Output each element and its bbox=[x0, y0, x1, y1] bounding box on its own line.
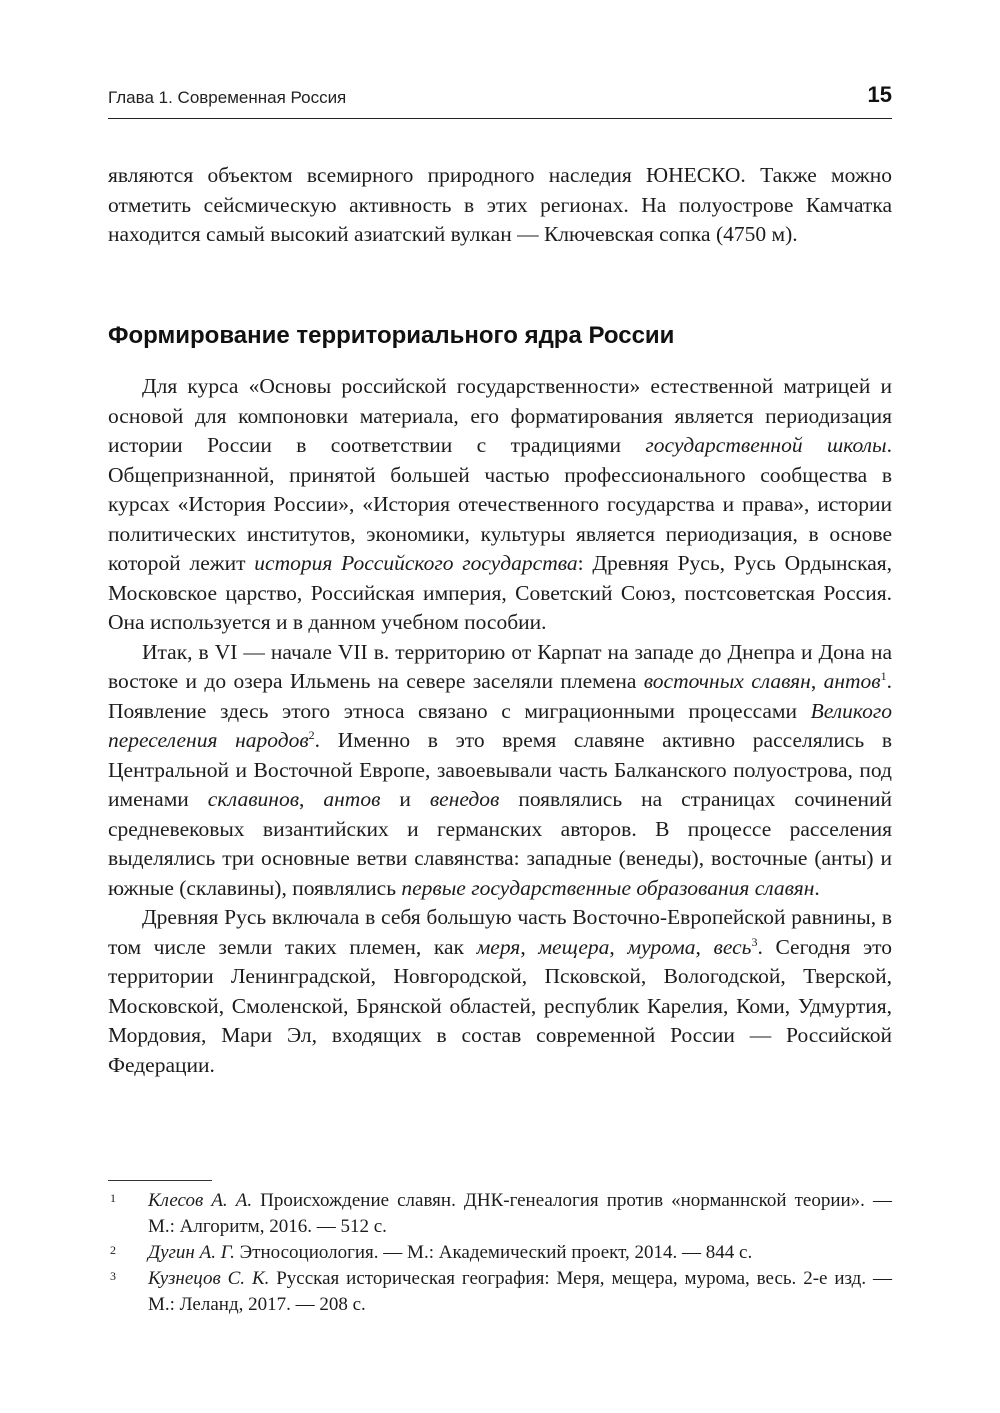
text-run: . bbox=[814, 875, 820, 900]
italic-term: меря bbox=[476, 934, 521, 959]
footnote-text: Происхождение славян. ДНК-генеалогия против «норманнской теории». — М.: Алгоритм, 2016. — 512 с. bbox=[148, 1190, 892, 1237]
italic-term: государственной школы bbox=[645, 433, 887, 457]
text-run: : Древняя Русь, Русь Ордынская, Московское царство, Российская империя, Советский Союз, постсоветская Россия. Она используется и в данном учебном пособии. bbox=[108, 551, 892, 634]
footnotes bbox=[108, 1188, 892, 1318]
paragraph-text: являются объектом всемирного природного наследия ЮНЕСКО. Также можно отметить сейсмическую активность в этих регионах. На полуострове Камчатка находится самый высокий азиатский вулкан — Ключевская сопка (4750 м). bbox=[108, 163, 892, 246]
italic-term: антов bbox=[323, 787, 381, 811]
footnote-author: Клесов А. А. bbox=[148, 1190, 253, 1211]
italic-term: склавинов bbox=[207, 787, 300, 811]
footnote-text: Русская историческая география: Меря, мещера, мурома, весь. 2-е изд. — М.: Леланд, 2017. — 208 с. bbox=[148, 1268, 892, 1315]
footnote-mark: 3 bbox=[110, 1269, 116, 1283]
text-run: . Сегодня это территории Ленинградской, Новгородской, Псковской, Вологодской, Тверской, Московской, Смоленской, Брянской областей, республик Карелия, Коми, Удмуртия, Мордовия, Мари Эл, входящих в состав современной России — Российской Федерации. bbox=[108, 934, 893, 1077]
footnote-author: Дугин А. Г. bbox=[148, 1242, 235, 1263]
footnote-author: Кузнецов С. К. bbox=[148, 1268, 270, 1289]
paragraph-1 bbox=[108, 372, 892, 638]
text-run: Итак, в VI — начале VII в. территорию от Карпат на западе до Днепра и Дона на востоке и до озера Ильмень на севере заселяли племена bbox=[108, 639, 892, 693]
text-run: Древняя Русь включала в себя большую часть Восточно-Европейской равнины, в том числе земли таких племен, как bbox=[108, 905, 892, 959]
footnote-ref[interactable]: 2 bbox=[308, 727, 315, 742]
footnote-mark: 2 bbox=[110, 1243, 116, 1257]
italic-term: антов bbox=[823, 669, 881, 693]
text-run: появлялись на страницах сочинений средневековых византийских и германских авторов. В процессе расселения выделялись три основные ветви славянства: западные (венеды), восточные (анты) и южные (склавины), появлялись bbox=[108, 787, 892, 900]
footnote-2 bbox=[108, 1240, 892, 1266]
footnote-1 bbox=[108, 1188, 892, 1240]
page-number: 15 bbox=[867, 82, 892, 107]
italic-term: восточных славян bbox=[643, 669, 811, 693]
footnote-ref[interactable]: 3 bbox=[751, 934, 758, 949]
text-run: , bbox=[299, 787, 324, 811]
text-run: и bbox=[380, 787, 430, 811]
text-run: . Появление здесь этого этноса связано с миграционными процессами bbox=[108, 669, 892, 723]
text-run: , bbox=[810, 669, 824, 693]
italic-term: венедов bbox=[429, 787, 500, 811]
italic-term: первые государственные образования славян bbox=[401, 875, 815, 900]
italic-term: мещера bbox=[538, 934, 610, 959]
text-run: . Именно в это время славяне активно расселялись в Центральной и Восточной Европе, завоевывали часть Балканского полуострова, под именами bbox=[108, 728, 892, 811]
text-run: , bbox=[520, 934, 539, 959]
footnote-divider bbox=[108, 1180, 212, 1181]
footnote-3 bbox=[108, 1266, 892, 1318]
text-run: Для курса «Основы российской государственности» естественной матрицей и основой для компоновки материала, его форматирования является периодизация истории России в соответствии с традициями bbox=[108, 374, 892, 457]
continued-paragraph bbox=[108, 161, 892, 250]
footnote-mark: 1 bbox=[110, 1191, 116, 1205]
paragraph-3 bbox=[108, 903, 892, 1080]
italic-term: мурома bbox=[627, 934, 696, 959]
text-run: . Общепризнанной, принятой большей частью профессионального сообщества в курсах «История России», «История отечественного государства и права», истории политических институтов, экономики, культуры является периодизация, в основе которой лежит bbox=[108, 433, 892, 575]
italic-term: весь bbox=[713, 934, 752, 959]
section-heading: Формирование территориального ядра России bbox=[108, 322, 675, 349]
italic-term: Великого переселения народов bbox=[108, 698, 892, 752]
chapter-title: Глава 1. Современная Россия bbox=[108, 88, 347, 107]
running-header bbox=[108, 82, 892, 119]
main-text bbox=[108, 372, 892, 1080]
text-run: , bbox=[695, 934, 714, 959]
paragraph-2 bbox=[108, 638, 892, 904]
footnote-ref[interactable]: 1 bbox=[880, 668, 887, 683]
footnote-text: Этносоциология. — М.: Академический проект, 2014. — 844 с. bbox=[234, 1242, 753, 1263]
italic-term: история Российского государства bbox=[254, 551, 578, 575]
text-run: , bbox=[609, 934, 628, 959]
